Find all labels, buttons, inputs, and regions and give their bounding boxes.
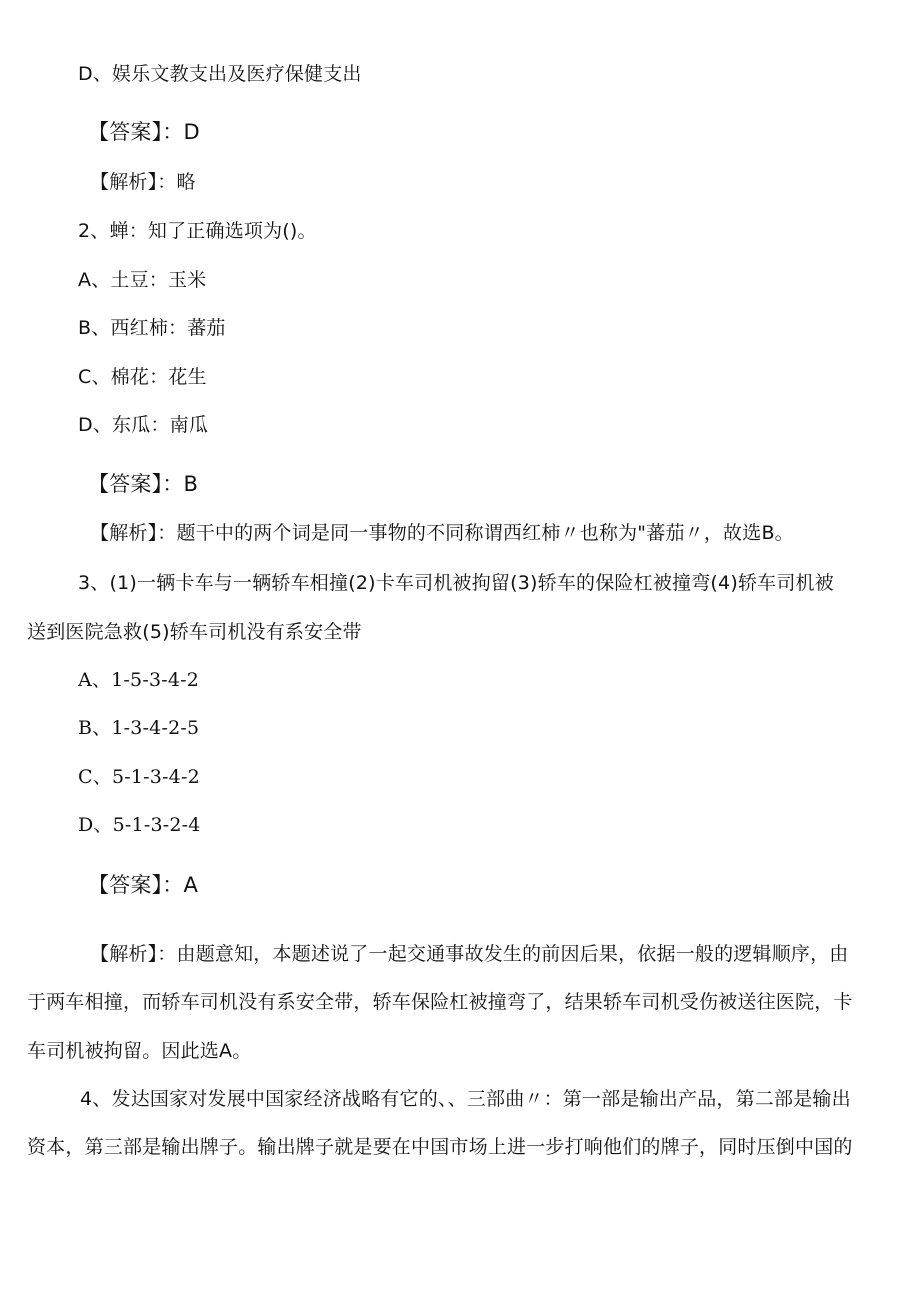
option-a-q3: A、1-5-3-4-2 [78,669,200,691]
question-2: 2、蝉：知了正确选项为()。 [78,220,317,242]
question-4-line-1: 4、发达国家对发展中国家经济战略有它的、、三部曲〃：第一部是输出产品，第二部是输出 [80,1088,851,1110]
analysis-q3-line-3: 车司机被拘留。因此选A。 [27,1040,252,1062]
answer-q2: 【答案】：B [88,472,199,496]
answer-q3: 【答案】：A [88,873,199,897]
analysis-q3-line-1: 【解析】：由题意知，本题述说了一起交通事故发生的前因后果，依据一般的逻辑顺序，由 [90,943,849,965]
answer-q1: 【答案】：D [88,120,200,144]
option-b-q2: B、西红柿：蕃茄 [78,317,226,339]
option-c-q2: C、棉花：花生 [78,366,207,388]
analysis-q3-line-2: 于两车相撞，而轿车司机没有系安全带，轿车保险杠被撞弯了，结果轿车司机受伤被送往医院，卡 [27,991,853,1013]
option-d-q2: D、东瓜：南瓜 [78,414,209,436]
option-a-q2: A、土豆：玉米 [78,269,207,291]
question-4-line-2: 资本，第三部是输出牌子。输出牌子就是要在中国市场上进一步打响他们的牌子，同时压倒中国的 [27,1136,853,1158]
option-d-q1: D、娱乐文教支出及医疗保健支出 [78,63,362,85]
question-3-line-2: 送到医院急救(5)轿车司机没有系安全带 [27,621,362,643]
analysis-q2: 【解析】：题干中的两个词是同一事物的不同称谓西红柿〃也称为"蕃茄〃，故选B。 [90,522,794,544]
option-b-q3: B、1-3-4-2-5 [78,717,200,739]
option-d-q3: D、5-1-3-2-4 [78,814,201,836]
analysis-q1: 【解析】：略 [90,171,196,193]
option-c-q3: C、5-1-3-4-2 [78,766,200,788]
question-3-line-1: 3、(1)一辆卡车与一辆轿车相撞(2)卡车司机被拘留(3)轿车的保险杠被撞弯(4)轿车司机被 [78,572,834,594]
